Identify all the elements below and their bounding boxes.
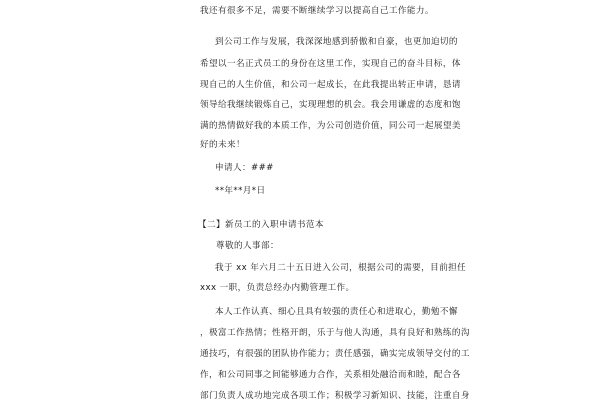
paragraph-line: 好的未来！ — [200, 140, 245, 150]
paragraph-line: 我还有很多不足，需要不断继续学习以提高自己工作能力。 — [200, 6, 434, 16]
paragraph-line: ，极富工作热情；性格开朗，乐于与他人沟通，具有良好和熟练的沟 — [200, 328, 470, 338]
paragraph-line: 本人工作认真、细心且具有较强的责任心和进取心，勤勉不懈 — [215, 307, 458, 317]
applicant-signature: 申请人：### — [215, 163, 274, 173]
paragraph-line: 作，和公司同事之间能够通力合作，关系相处融洽而和睦，配合各 — [200, 370, 461, 380]
paragraph-line: 领导给我继续锻炼自己，实现理想的机会。我会用谦虚的态度和饱 — [200, 100, 461, 110]
paragraph-line: 现自己的人生价值，和公司一起成长，在此我提出转正申请，恳请 — [200, 80, 461, 90]
paragraph-line: 我于 xx 年六月二十五日进入公司，根据公司的需要，目前担任 — [215, 263, 467, 273]
section-heading: 【二】新员工的入职申请书范本 — [198, 220, 324, 230]
signature-date: **年**月*日 — [215, 186, 266, 196]
paragraph-line: xxx 一职，负责总经办内勤管理工作。 — [200, 283, 355, 293]
paragraph-line: 通技巧，有很强的团队协作能力；责任感强，确实完成领导交付的工 — [200, 349, 470, 359]
paragraph-line: 部门负责人成功地完成各项工作；积极学习新知识、技能，注重自身 — [200, 391, 470, 401]
paragraph-line: 到公司工作与发展，我深深地感到骄傲和自豪，也更加迫切的 — [215, 37, 458, 47]
letter-greeting: 尊敬的人事部： — [216, 241, 279, 251]
paragraph-line: 满的热情做好我的本质工作，为公司创造价值，同公司一起展望美 — [200, 121, 461, 131]
paragraph-line: 希望以一名正式员工的身份在这里工作，实现自己的奋斗目标，体 — [200, 59, 461, 69]
